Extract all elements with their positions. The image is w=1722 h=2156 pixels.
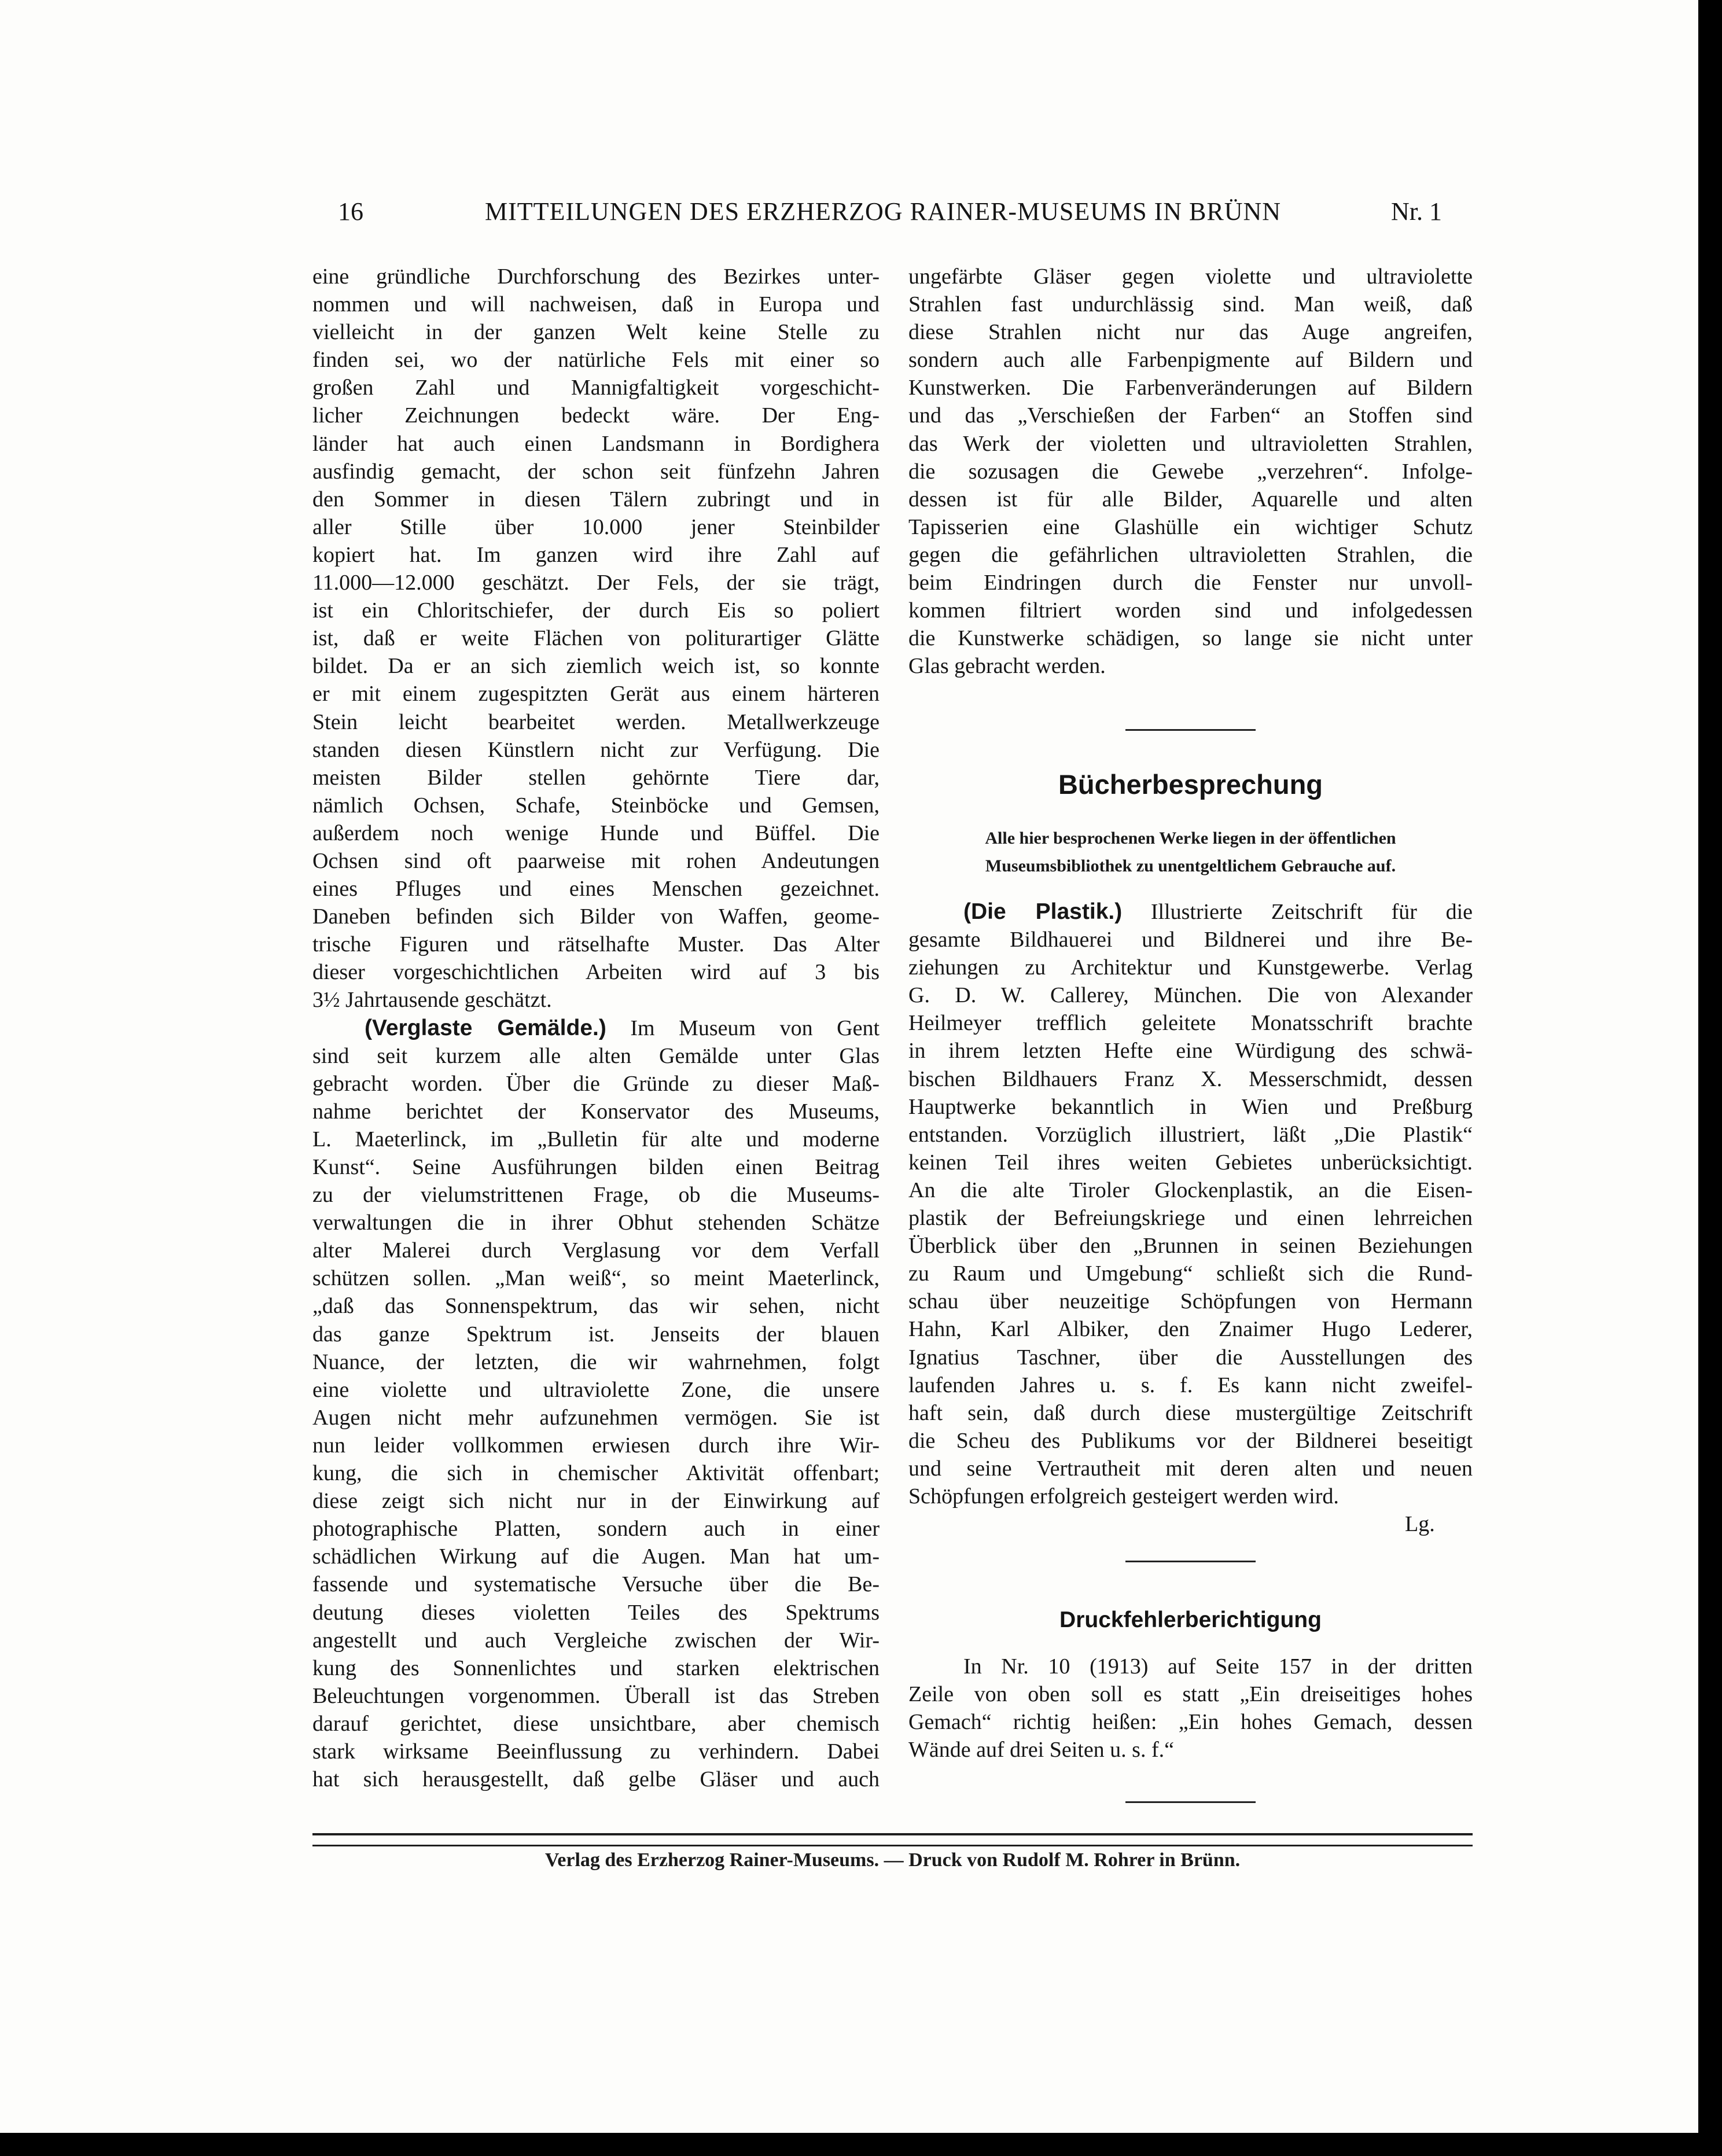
text-line: Beleuchtungen vorgenommen. Überall ist das Streben bbox=[312, 1683, 880, 1708]
text-line: Augen nicht mehr aufzunehmen vermögen. Sie ist bbox=[312, 1405, 880, 1430]
left-column bbox=[312, 263, 880, 1793]
text-line: Schöpfungen erfolgreich gesteigert werden wird. bbox=[908, 1484, 1339, 1509]
text-line: nommen und will nachweisen, daß in Europa und bbox=[312, 292, 880, 317]
errata-text bbox=[908, 1653, 1473, 1764]
review-note bbox=[908, 825, 1473, 880]
text-line: ungefärbte Gläser gegen violette und ultraviolette bbox=[908, 264, 1473, 289]
verglaste-text bbox=[312, 1042, 880, 1794]
text-line: An die alte Tiroler Glockenplastik, an die Eisen- bbox=[908, 1178, 1473, 1202]
verglaste-first-line bbox=[312, 1014, 880, 1042]
text-line: gegen die gefährlichen ultravioletten Strahlen, die bbox=[908, 542, 1473, 567]
text-line: Zeile von oben soll es statt „Ein dreiseitiges hohes bbox=[908, 1682, 1473, 1707]
text-line: nun leider vollkommen erwiesen durch ihre Wir- bbox=[312, 1433, 880, 1458]
plastik-review bbox=[908, 898, 1473, 1510]
issue-number: Nr. 1 bbox=[1391, 197, 1442, 226]
text-line: verwaltungen die in ihrer Obhut stehenden Schätze bbox=[312, 1211, 880, 1235]
review-note-line: Museumsbibliothek zu unentgeltlichem Gebrauche auf. bbox=[985, 856, 1396, 875]
text-line: Nuance, der letzten, die wir wahrnehmen, folgt bbox=[312, 1349, 880, 1374]
text-line: kommen filtriert worden sind und infolgedessen bbox=[908, 598, 1473, 623]
text-line: Stein leicht bearbeitet werden. Metallwerkzeuge bbox=[312, 709, 880, 734]
text-line: Gemach“ richtig heißen: „Ein hohes Gemach, dessen bbox=[908, 1710, 1473, 1735]
text-line: hat sich herausgestellt, daß gelbe Gläser und auch bbox=[312, 1767, 880, 1792]
text-line: Strahlen fast undurchlässig sind. Man weiß, daß bbox=[908, 292, 1473, 317]
text-line: alter Malerei durch Verglasung vor dem Verfall bbox=[312, 1238, 880, 1263]
text-line: photographische Platten, sondern auch in einer bbox=[312, 1517, 880, 1541]
text-line: bischen Bildhauers Franz X. Messerschmidt, dessen bbox=[908, 1066, 1473, 1091]
plastik-heading: (Die Plastik.) bbox=[963, 899, 1123, 924]
text-line: „daß das Sonnenspektrum, das wir sehen, nicht bbox=[312, 1294, 880, 1319]
text-line: diese Strahlen nicht nur das Auge angreifen, bbox=[908, 320, 1473, 345]
text-line: er mit einem zugespitzten Gerät aus einem härteren bbox=[312, 682, 880, 707]
text-line: darauf gerichtet, diese unsichtbare, aber chemisch bbox=[312, 1711, 880, 1736]
text-line: sondern auch alle Farbenpigmente auf Bildern und bbox=[908, 348, 1473, 373]
text-line: und das „Verschießen der Farben“ an Stoffen sind bbox=[908, 403, 1473, 428]
text-line: die Kunstwerke schädigen, so lange sie nicht unter bbox=[908, 626, 1473, 651]
journal-title: MITTEILUNGEN DES ERZHERZOG RAINER-MUSEUMS IN BRÜNN bbox=[485, 197, 1282, 226]
text-line: nahme berichtet der Konservator des Museums, bbox=[312, 1099, 880, 1124]
footer-rule bbox=[312, 1833, 1473, 1846]
text-line: G. D. W. Callerey, München. Die von Alexander bbox=[908, 983, 1473, 1008]
text-line: In Nr. 10 (1913) auf Seite 157 in der dritten bbox=[963, 1654, 1473, 1679]
text-line: meisten Bilder stellen gehörnte Tiere dar, bbox=[312, 765, 880, 790]
verglaste-heading: (Verglaste Gemälde.) bbox=[365, 1015, 606, 1040]
text-line: länder hat auch einen Landsmann in Bordighera bbox=[312, 431, 880, 456]
text-line: Hahn, Karl Albiker, den Znaimer Hugo Lederer, bbox=[908, 1317, 1473, 1342]
section-divider bbox=[1125, 1801, 1256, 1803]
text-line: eine gründliche Durchforschung des Bezirkes unter- bbox=[312, 264, 880, 289]
text-line: Glas gebracht werden. bbox=[908, 654, 1106, 679]
review-section-title: Bücherbesprechung bbox=[1058, 769, 1323, 800]
section-divider bbox=[1125, 1561, 1256, 1562]
text-line: Kunst“. Seine Ausführungen bilden einen Beitrag bbox=[312, 1155, 880, 1179]
text-line: kung, die sich in chemischer Aktivität offenbart; bbox=[312, 1461, 880, 1486]
text-line: licher Zeichnungen bedeckt wäre. Der Eng- bbox=[312, 403, 880, 428]
text-line: sind seit kurzem alle alten Gemälde unter Glas bbox=[312, 1043, 880, 1068]
text-line: die sozusagen die Gewebe „verzehren“. Infolge- bbox=[908, 459, 1473, 484]
text-line: ziehungen zu Architektur und Kunstgewerbe. Verlag bbox=[908, 955, 1473, 980]
text-line: dessen ist für alle Bilder, Aquarelle und alten bbox=[908, 487, 1473, 512]
text-line: das ganze Spektrum ist. Jenseits der blauen bbox=[312, 1322, 880, 1346]
text-line: 3½ Jahrtausende geschätzt. bbox=[312, 988, 552, 1013]
text-line: ist, daß er weite Flächen von politurartiger Glätte bbox=[312, 626, 880, 651]
text-line: Tapisserien eine Glashülle ein wichtiger Schutz bbox=[908, 514, 1473, 539]
text-line: deutung dieses violetten Teiles des Spektrums bbox=[312, 1600, 880, 1625]
text-line: finden sei, wo der natürliche Fels mit einer so bbox=[312, 348, 880, 373]
page-number: 16 bbox=[338, 197, 363, 226]
text-line: Ochsen sind oft paarweise mit rohen Andeutungen bbox=[312, 848, 880, 873]
text-line: stark wirksame Beeinflussung zu verhindern. Dabei bbox=[312, 1739, 880, 1764]
text-line: Wände auf drei Seiten u. s. f.“ bbox=[908, 1738, 1174, 1763]
glass-text-continued bbox=[908, 263, 1473, 652]
text-line: und seine Vertrautheit mit deren alten und neuen bbox=[908, 1456, 1473, 1481]
plastik-text bbox=[908, 926, 1473, 1482]
text-line: standen diesen Künstlern nicht zur Verfügung. Die bbox=[312, 737, 880, 762]
text-line: entstanden. Vorzüglich illustriert, läßt „Die Plastik“ bbox=[908, 1122, 1473, 1147]
text-line: Überblick über den „Brunnen in seinen Beziehungen bbox=[908, 1234, 1473, 1259]
text-line: schützen sollen. „Man weiß“, so meint Maeterlinck, bbox=[312, 1266, 880, 1291]
text-line: nämlich Ochsen, Schafe, Steinböcke und Gemsen, bbox=[312, 793, 880, 818]
text-line: eines Pfluges und eines Menschen gezeichnet. bbox=[312, 877, 880, 902]
text-line: in ihrem letzten Hefte eine Würdigung des schwä- bbox=[908, 1039, 1473, 1064]
text-line: angestellt und auch Vergleiche zwischen der Wir- bbox=[312, 1628, 880, 1653]
text-line: schädlichen Wirkung auf die Augen. Man hat um- bbox=[312, 1544, 880, 1569]
text-line: keinen Teil ihres weiten Gebietes unberücksichtigt. bbox=[908, 1150, 1473, 1175]
text-line: gebracht worden. Über die Gründe zu dieser Maß- bbox=[312, 1071, 880, 1096]
text-line: dieser vorgeschichtlichen Arbeiten wird auf 3 bis bbox=[312, 960, 880, 985]
text-line: plastik der Befreiungskriege und einen lehrreichen bbox=[908, 1206, 1473, 1231]
plastik-first-line bbox=[908, 898, 1473, 926]
rock-drawings-text bbox=[312, 263, 880, 986]
text-line: ist ein Chloritschiefer, der durch Eis so poliert bbox=[312, 598, 880, 623]
text-line: Hauptwerke bekanntlich in Wien und Preßburg bbox=[908, 1094, 1473, 1119]
text-line: außerdem noch wenige Hunde und Büffel. Die bbox=[312, 821, 880, 845]
text-line: laufenden Jahres u. s. f. Es kann nicht zweifel- bbox=[908, 1373, 1473, 1397]
text-fragment: Im Museum von Gent bbox=[606, 1016, 880, 1040]
text-line: schau über neuzeitige Schöpfungen von Hermann bbox=[908, 1289, 1473, 1314]
text-line: kung des Sonnenlichtes und starken elektrischen bbox=[312, 1655, 880, 1680]
text-line: trische Figuren und rätselhafte Muster. Das Alter bbox=[312, 932, 880, 957]
review-signature: Lg. bbox=[1405, 1512, 1435, 1536]
text-line: bildet. Da er an sich ziemlich weich ist, so konnte bbox=[312, 654, 880, 679]
right-column bbox=[908, 263, 1473, 680]
text-line: zu der vielumstrittenen Frage, ob die Museums- bbox=[312, 1183, 880, 1208]
section-divider bbox=[1125, 729, 1256, 731]
errata-title: Druckfehlerberichtigung bbox=[1059, 1607, 1322, 1632]
text-line: kopiert hat. Im ganzen wird ihre Zahl auf bbox=[312, 542, 880, 567]
text-line: haft sein, daß durch diese mustergültige Zeitschrift bbox=[908, 1400, 1473, 1425]
running-header bbox=[311, 192, 1469, 233]
text-line: das Werk der violetten und ultravioletten Strahlen, bbox=[908, 431, 1473, 456]
errata-lines bbox=[908, 1653, 1473, 1736]
text-line: großen Zahl und Mannigfaltigkeit vorgeschicht- bbox=[312, 376, 880, 400]
text-line: aller Stille über 10.000 jener Steinbilder bbox=[312, 514, 880, 539]
text-line: L. Maeterlinck, im „Bulletin für alte und moderne bbox=[312, 1127, 880, 1151]
text-line: beim Eindringen durch die Fenster nur unvoll- bbox=[908, 571, 1473, 595]
text-line: ausfindig gemacht, der schon seit fünfzehn Jahren bbox=[312, 459, 880, 484]
imprint: Verlag des Erzherzog Rainer-Museums. — Druck von Rudolf M. Rohrer in Brünn. bbox=[544, 1849, 1241, 1871]
text-line: gesamte Bildhauerei und Bildnerei und ihre Be- bbox=[908, 928, 1473, 952]
text-line: 11.000—12.000 geschätzt. Der Fels, der sie trägt, bbox=[312, 571, 880, 595]
text-line: den Sommer in diesen Tälern zubringt und in bbox=[312, 487, 880, 512]
text-line: Ignatius Taschner, über die Ausstellungen des bbox=[908, 1345, 1473, 1370]
text-fragment: Illustrierte Zeitschrift für die bbox=[1122, 900, 1473, 924]
text-line: Heilmeyer trefflich geleitete Monatsschrift brachte bbox=[908, 1011, 1473, 1036]
text-line: Daneben befinden sich Bilder von Waffen, geome- bbox=[312, 904, 880, 929]
text-line: Kunstwerken. Die Farbenveränderungen auf Bildern bbox=[908, 376, 1473, 400]
text-line: die Scheu des Publikums vor der Bildnerei beseitigt bbox=[908, 1428, 1473, 1453]
text-line: eine violette und ultraviolette Zone, die unsere bbox=[312, 1377, 880, 1402]
text-line: diese zeigt sich nicht nur in der Einwirkung auf bbox=[312, 1489, 880, 1514]
text-line: zu Raum und Umgebung“ schließt sich die Rund- bbox=[908, 1261, 1473, 1286]
text-line: vielleicht in der ganzen Welt keine Stelle zu bbox=[312, 320, 880, 345]
review-note-line: Alle hier besprochenen Werke liegen in der öffentlichen bbox=[985, 829, 1396, 848]
text-line: fassende und systematische Versuche über die Be- bbox=[312, 1572, 880, 1597]
